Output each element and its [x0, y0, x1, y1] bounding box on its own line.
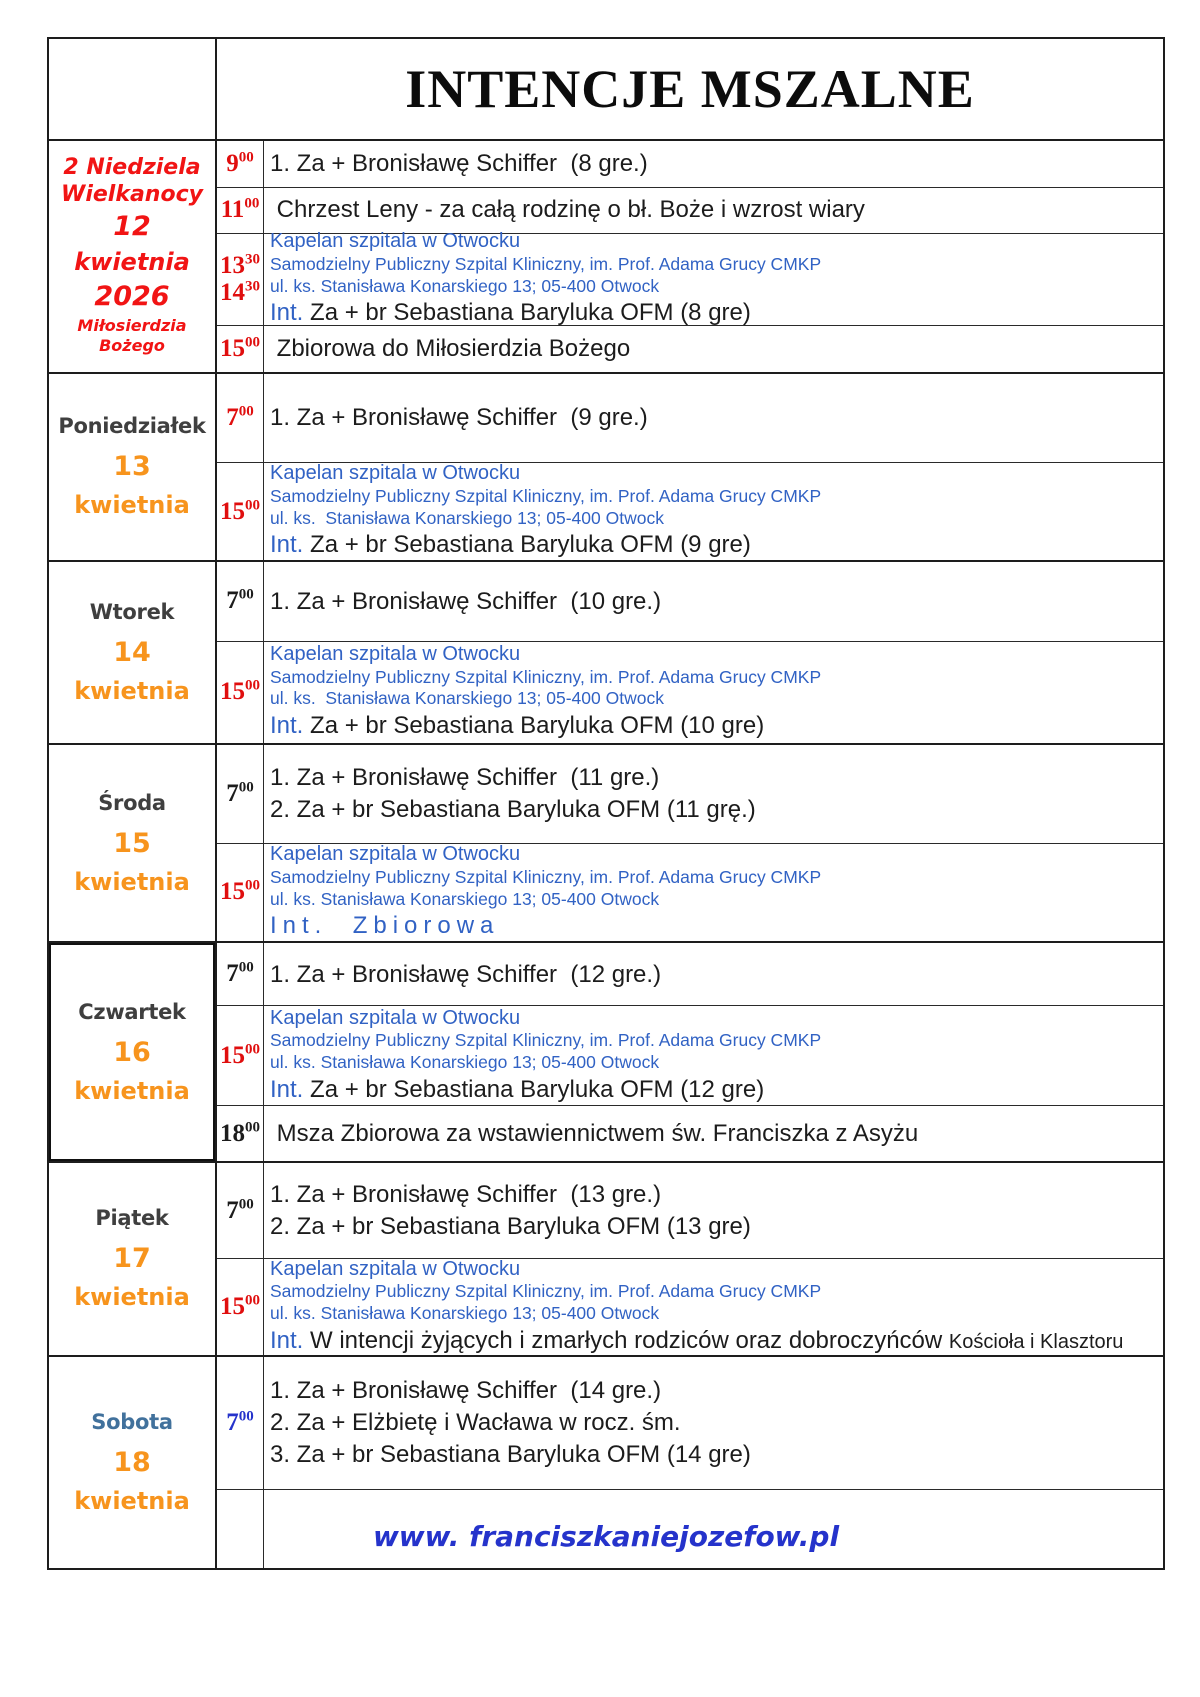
mass-intentions-table	[47, 37, 1165, 1570]
day-label-line: 16	[113, 1036, 151, 1068]
content-cell	[264, 1106, 1163, 1161]
intention-line: ul. ks. Stanisława Konarskiego 13; 05-400 Otwock	[270, 688, 664, 709]
mass-time: $7^{00}$	[226, 403, 254, 431]
mass-time: $7^{00}$	[226, 1196, 254, 1224]
mass-time: $15^{00}$	[220, 497, 260, 525]
mass-row	[217, 1357, 1163, 1489]
mass-row	[217, 462, 1163, 560]
mass-time: $7^{00}$	[226, 587, 254, 615]
mass-row	[217, 1258, 1163, 1354]
content-cell	[264, 141, 1163, 187]
mass-row	[217, 374, 1163, 463]
intention-line: 1. Za + Bronisławę Schiffer (13 gre.)	[270, 1180, 662, 1208]
mass-time: $13^{30}$	[220, 251, 260, 279]
intention-line: 3. Za + br Sebastiana Baryluka OFM (14 gre)	[270, 1440, 751, 1468]
mass-row	[217, 1105, 1163, 1161]
time-cell	[217, 1006, 264, 1105]
intention-line: Int. Za + br Sebastiana Baryluka OFM (10 gre)	[270, 711, 765, 739]
day-label-line: Miłosierdzia	[77, 315, 187, 335]
day-label-line: kwietnia	[74, 1076, 190, 1105]
day-block	[49, 560, 1163, 743]
day-label-line: Bożego	[99, 336, 165, 356]
intention-line: Samodzielny Publiczny Szpital Kliniczny, im. Prof. Adama Grucy CMKP	[270, 866, 822, 887]
mass-time: $15^{00}$	[220, 677, 260, 706]
mass-time: $15^{00}$	[220, 1292, 260, 1320]
time-cell	[217, 463, 264, 560]
day-cell	[49, 1163, 217, 1355]
mass-time: $15^{00}$	[220, 1041, 260, 1069]
intention-line: 1. Za + Bronisławę Schiffer (11 gre.)	[270, 763, 660, 791]
intention-line: Kapelan szpitala w Otwocku	[270, 843, 521, 866]
content-cell	[264, 1006, 1163, 1105]
day-label-line: kwietnia	[74, 867, 190, 896]
time-cell	[217, 188, 264, 234]
day-block	[49, 139, 1163, 372]
intention-line: 2. Za + br Sebastiana Baryluka OFM (11 grę.)	[270, 795, 756, 823]
intention-line: Int. W intencji żyjących i zmarłych rodziców oraz dobroczyńców Kościoła i Klasztoru	[270, 1326, 1124, 1354]
time-cell	[217, 141, 264, 187]
mass-row	[217, 1163, 1163, 1258]
day-label-line: 18	[113, 1446, 151, 1478]
mass-time: $11^{00}$	[220, 195, 260, 224]
time-cell	[217, 1357, 264, 1489]
day-label-line: kwietnia	[74, 677, 190, 705]
day-block	[49, 372, 1163, 561]
day-label-line: kwietnia	[74, 1283, 190, 1312]
day-rows	[217, 745, 1163, 942]
content-cell	[264, 943, 1163, 1005]
empty-corner-cell	[49, 39, 217, 139]
day-rows	[217, 1163, 1163, 1355]
mass-time: $7^{00}$	[226, 779, 254, 807]
day-label-line: 17	[113, 1243, 151, 1275]
intention-line: ul. ks. Stanisława Konarskiego 13; 05-400 Otwock	[270, 888, 660, 909]
day-cell	[49, 374, 217, 561]
mass-row	[217, 745, 1163, 843]
intention-line: ul. ks. Stanisława Konarskiego 13; 05-400 Otwock	[270, 275, 660, 296]
intention-line: 1. Za + Bronisławę Schiffer (10 gre.)	[270, 587, 662, 615]
intention-line: Kapelan szpitala w Otwocku	[270, 1006, 521, 1029]
mass-row	[217, 187, 1163, 234]
content-cell	[264, 562, 1163, 641]
day-label-line: 14	[113, 637, 151, 668]
time-cell	[217, 1163, 264, 1258]
day-cell	[49, 943, 217, 1161]
intention-line: Kapelan szpitala w Otwocku	[270, 462, 521, 485]
table-header-row	[49, 39, 1163, 139]
mass-row	[217, 641, 1163, 743]
time-cell	[217, 642, 264, 743]
page-title: INTENCJE MSZALNE	[405, 59, 975, 119]
intention-line: Int. Za + br Sebastiana Baryluka OFM (9 gre)	[270, 531, 751, 559]
content-cell	[264, 326, 1163, 372]
intention-line: Int. Zbiorowa	[270, 912, 500, 940]
content-cell	[264, 1259, 1163, 1354]
time-cell	[217, 234, 264, 325]
content-cell	[264, 642, 1163, 743]
intention-line: Samodzielny Publiczny Szpital Kliniczny, im. Prof. Adama Grucy CMKP	[270, 485, 822, 506]
content-cell	[264, 463, 1163, 560]
day-label-line: Wtorek	[89, 600, 175, 624]
content-cell	[264, 230, 1163, 327]
day-block	[49, 941, 1163, 1161]
time-cell	[217, 562, 264, 641]
day-cell	[49, 745, 217, 942]
day-blocks	[49, 139, 1163, 1568]
mass-time: $7^{00}$	[226, 1408, 254, 1436]
day-cell	[49, 141, 217, 372]
intention-line: 2. Za + br Sebastiana Baryluka OFM (13 gre)	[270, 1212, 751, 1240]
day-rows	[217, 374, 1163, 561]
day-label-line: Poniedziałek	[58, 414, 206, 439]
time-cell	[217, 326, 264, 372]
day-label-line: Środa	[98, 790, 166, 815]
day-rows	[217, 141, 1163, 372]
intention-line: 1. Za + Bronisławę Schiffer (14 gre.)	[270, 1376, 662, 1404]
day-rows	[217, 562, 1163, 743]
mass-time: $9^{00}$	[226, 149, 254, 177]
content-cell	[264, 188, 1163, 234]
day-label-line: 15	[113, 827, 151, 859]
day-label-line: kwietnia	[74, 491, 190, 520]
day-rows	[217, 943, 1163, 1161]
mass-row	[217, 943, 1163, 1005]
mass-time: $7^{00}$	[226, 960, 254, 988]
day-label-line: 2026	[94, 281, 170, 313]
day-block	[49, 1161, 1163, 1355]
website-url: www. franciszkaniejozefow.pl	[372, 1520, 840, 1553]
time-cell	[217, 844, 264, 942]
day-label-line: 2 Niedziela	[63, 155, 201, 181]
content-cell	[264, 1163, 1163, 1258]
intention-line: ul. ks. Stanisława Konarskiego 13; 05-400 Otwock	[270, 1303, 660, 1324]
content-cell	[264, 374, 1163, 463]
day-cell	[49, 562, 217, 743]
day-label-line: Sobota	[91, 1409, 173, 1434]
day-label-line: kwietnia	[74, 1486, 190, 1515]
time-cell	[217, 1259, 264, 1354]
intention-line: Kapelan szpitala w Otwocku	[270, 643, 521, 666]
mass-row	[217, 141, 1163, 187]
mass-row	[217, 230, 1163, 327]
time-cell	[217, 745, 264, 843]
mass-time: $15^{00}$	[220, 878, 260, 906]
intention-line: Samodzielny Publiczny Szpital Kliniczny, im. Prof. Adama Grucy CMKP	[270, 666, 822, 687]
content-cell	[264, 1357, 1163, 1489]
intention-line: Chrzest Leny - za całą rodzinę o bł. Boże i wzrost wiary	[270, 196, 865, 224]
intention-line: 1. Za + Bronisławę Schiffer (9 gre.)	[270, 403, 648, 431]
mass-row	[217, 325, 1163, 372]
day-label-line: Piątek	[95, 1206, 169, 1231]
intention-line: Zbiorowa do Miłosierdzia Bożego	[270, 334, 631, 362]
day-label-line: 13	[113, 451, 151, 483]
day-label-line: 12	[113, 211, 151, 243]
day-block	[49, 743, 1163, 942]
intention-line: 1. Za + Bronisławę Schiffer (12 gre.)	[270, 960, 662, 988]
intention-line: Samodzielny Publiczny Szpital Kliniczny, im. Prof. Adama Grucy CMKP	[270, 1030, 822, 1051]
time-cell	[217, 1106, 264, 1161]
intention-line: Samodzielny Publiczny Szpital Kliniczny, im. Prof. Adama Grucy CMKP	[270, 253, 822, 274]
day-label-line: Czwartek	[78, 999, 186, 1024]
intention-line: ul. ks. Stanisława Konarskiego 13; 05-400 Otwock	[270, 507, 664, 528]
intention-line: ul. ks. Stanisława Konarskiego 13; 05-400 Otwock	[270, 1051, 660, 1072]
content-cell	[264, 745, 1163, 843]
mass-time: $15^{00}$	[220, 334, 260, 362]
intention-line: Int. Za + br Sebastiana Baryluka OFM (12 gre)	[270, 1075, 765, 1103]
intention-line: 2. Za + Elżbietę i Wacława w rocz. śm.	[270, 1408, 681, 1436]
mass-time: $18^{00}$	[220, 1119, 260, 1147]
day-label-line: kwietnia	[74, 247, 190, 276]
mass-time: $14^{30}$	[220, 278, 260, 307]
time-cell	[217, 943, 264, 1005]
content-cell	[264, 844, 1163, 942]
intention-line: Samodzielny Publiczny Szpital Kliniczny, im. Prof. Adama Grucy CMKP	[270, 1281, 822, 1302]
intention-line: Kapelan szpitala w Otwocku	[270, 230, 521, 253]
intention-line: Int. Za + br Sebastiana Baryluka OFM (8 gre)	[270, 299, 751, 327]
intention-line: Msza Zbiorowa za wstawiennictwem św. Franciszka z Asyżu	[270, 1119, 919, 1147]
intention-line: 1. Za + Bronisławę Schiffer (8 gre.)	[270, 149, 648, 177]
mass-row	[217, 562, 1163, 641]
mass-row	[217, 843, 1163, 942]
time-cell	[217, 374, 264, 463]
mass-row	[217, 1005, 1163, 1105]
intention-line: Kapelan szpitala w Otwocku	[270, 1257, 521, 1280]
day-label-line: Wielkanocy	[61, 182, 203, 208]
